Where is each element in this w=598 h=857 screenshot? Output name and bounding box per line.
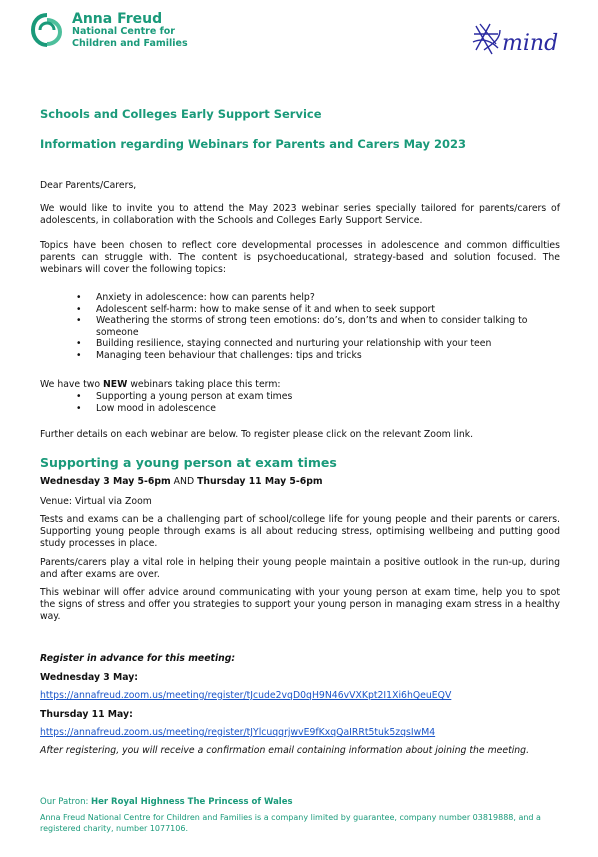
topics-list (76, 292, 566, 361)
footer-legal: Anna Freud National Centre for Children and Families is a company limited by guarantee, company number 03819888, and a registered charity, number 1077106. (40, 813, 541, 833)
register-thu-label: Thursday 11 May: (40, 709, 133, 720)
session-dates: Wednesday 3 May 5-6pm AND Thursday 11 May 5-6pm (40, 476, 323, 487)
register-wed-label: Wednesday 3 May: (40, 672, 139, 683)
new-webinars-intro: We have two NEW webinars taking place this term: (40, 379, 281, 390)
anna-freud-logo (30, 12, 188, 50)
paragraph-advice: This webinar will offer advice around communicating with your young person at exam time, help you to spot the signs of stress and offer you strategies to support your young person in managing exam stress in a healthy way. (40, 587, 560, 622)
new-webinars-list (76, 391, 566, 414)
heading-service: Schools and Colleges Early Support Service (40, 107, 322, 121)
heading-info: Information regarding Webinars for Parents and Carers May 2023 (40, 137, 466, 151)
list-item: • Building resilience, staying connected and nurturing your relationship with your teen (76, 338, 566, 350)
after-registering: After registering, you will receive a confirmation email containing information about joining the meeting. (40, 745, 530, 756)
mind-logo (470, 20, 580, 60)
logo-sub1: National Centre for (72, 26, 175, 37)
list-item: • Managing teen behaviour that challenges: tips and tricks (76, 350, 566, 362)
list-item: • Weathering the storms of strong teen emotions: do’s, don’ts and when to consider talking to someone (76, 315, 566, 338)
section-title: Supporting a young person at exam times (40, 455, 337, 470)
patron: Our Patron: Her Royal Highness The Princess of Wales (40, 797, 293, 807)
paragraph-role: Parents/carers play a vital role in helping their young people maintain a positive outlook in the run-up, during and after exams are over. (40, 557, 560, 580)
list-item: • Adolescent self-harm: how to make sense of it and when to seek support (76, 304, 566, 316)
list-item: • Anxiety in adolescence: how can parents help? (76, 292, 566, 304)
register-thu-link[interactable]: https://annafreud.zoom.us/meeting/register/tJYlcuqqrjwvE9fKxqQaIRRt5tuk5zqsIwM4 (40, 727, 436, 738)
intro-paragraph: We would like to invite you to attend the May 2023 webinar series specially tailored for parents/carers of adolescents, in collaboration with the Schools and Colleges Early Support Service. (40, 203, 560, 226)
logo-name: Anna Freud (72, 11, 163, 27)
logo-sub2: Children and Families (72, 38, 188, 49)
paragraph-exams: Tests and exams can be a challenging part of school/college life for young people and their parents or carers. Supporting young people through exams is all about reducing stress, optimising wellbeing and putting good study processes in place. (40, 514, 560, 549)
list-item: • Supporting a young person at exam times (76, 391, 566, 403)
topics-intro-paragraph: Topics have been chosen to reflect core developmental processes in adolescence and common difficulties parents can struggle with. The content is psychoeducational, strategy-based and solution focused. The webinars will cover the following topics: (40, 240, 560, 275)
register-wed-link[interactable]: https://annafreud.zoom.us/meeting/register/tJcude2vqD0qH9N46vVXKpt2I1Xi6hQeuEQV (40, 690, 452, 701)
register-heading: Register in advance for this meeting: (40, 653, 236, 664)
list-item: • Low mood in adolescence (76, 403, 566, 415)
venue: Venue: Virtual via Zoom (40, 496, 152, 507)
greeting: Dear Parents/Carers, (40, 180, 137, 191)
svg-text:mind: mind (502, 31, 559, 56)
further-details: Further details on each webinar are below. To register please click on the relevant Zoom link. (40, 429, 474, 440)
anna-freud-mark-icon (30, 12, 64, 48)
